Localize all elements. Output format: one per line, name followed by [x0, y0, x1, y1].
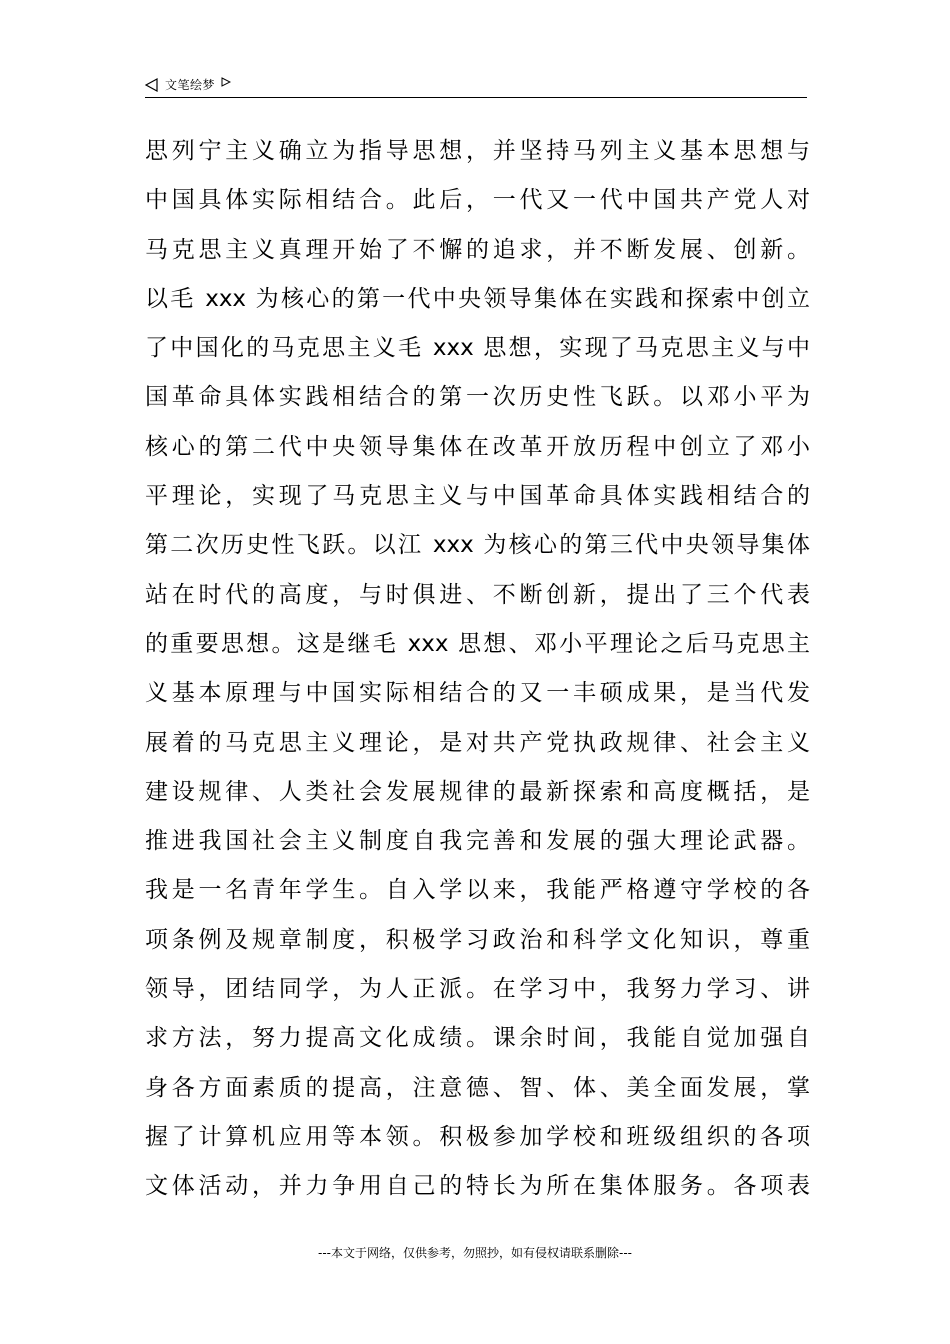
body-line: 握了计算机应用等本领。积极参加学校和班级组织的各项 [145, 1123, 810, 1150]
body-line: 思列宁主义确立为指导思想，并坚持马列主义基本思想与 [145, 138, 810, 164]
body-line: 了中国化的马克思主义毛 xxx 思想，实现了马克思主义与中 [145, 335, 810, 362]
triangle-right-icon [221, 77, 231, 87]
body-line: 国革命具体实践相结合的第一次历史性飞跃。以邓小平为 [145, 384, 810, 411]
body-line: 以毛 xxx 为核心的第一代中央领导集体在实践和探索中创立 [145, 285, 810, 312]
body-line: 建设规律、人类社会发展规律的最新探索和高度概括，是 [145, 778, 810, 805]
body-line: 推进我国社会主义制度自我完善和发展的强大理论武器。 [145, 828, 810, 855]
header-brand-row [145, 74, 807, 96]
body-line: 的重要思想。这是继毛 xxx 思想、邓小平理论之后马克思主 [145, 630, 810, 657]
page-header [145, 74, 807, 98]
body-line: 求方法，努力提高文化成绩。课余时间，我能自觉加强自 [145, 1025, 810, 1052]
body-line: 展着的马克思主义理论，是对共产党执政规律、社会主义 [145, 729, 810, 756]
header-brand: 文笔绘梦 [165, 78, 216, 92]
triangle-left-icon [145, 78, 159, 92]
body-line: 文体活动，并力争用自己的特长为所在集体服务。各项表 [145, 1173, 810, 1200]
body-line: 站在时代的高度，与时俱进、不断创新，提出了三个代表 [145, 581, 810, 608]
body-line: 身各方面素质的提高，注意德、智、体、美全面发展，掌 [145, 1074, 810, 1101]
body-line: 中国具体实际相结合。此后，一代又一代中国共产党人对 [145, 187, 810, 214]
body-line: 第二次历史性飞跃。以江 xxx 为核心的第三代中央领导集体 [145, 532, 810, 559]
body-line: 核心的第二代中央领导集体在改革开放历程中创立了邓小 [145, 433, 810, 460]
body-line: 马克思主义真理开始了不懈的追求，并不断发展、创新。 [145, 236, 810, 263]
body-line: 我是一名青年学生。自入学以来，我能严格遵守学校的各 [145, 877, 810, 904]
body-line: 义基本原理与中国实际相结合的又一丰硕成果，是当代发 [145, 680, 810, 707]
body-line: 平理论，实现了马克思主义与中国革命具体实践相结合的 [145, 483, 810, 510]
footer-notice: ---本文于网络，仅供参考，勿照抄，如有侵权请联系删除--- [318, 1246, 632, 1260]
document-body [145, 127, 810, 1212]
body-line: 项条例及规章制度，积极学习政治和科学文化知识，尊重 [145, 926, 810, 953]
body-line: 领导，团结同学，为人正派。在学习中，我努力学习、讲 [145, 976, 810, 1003]
